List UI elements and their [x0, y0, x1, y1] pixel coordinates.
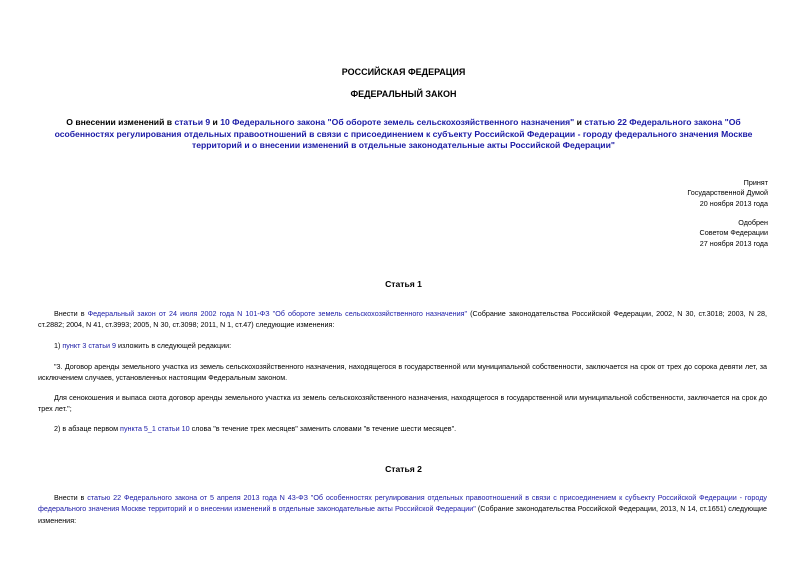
- adopted-line-3: 20 ноября 2013 года: [699, 198, 768, 208]
- article-1-law-link[interactable]: Федеральный закон от 24 июля 2002 года N 101-ФЗ "Об обороте земель сельскохозяйственного назначения": [87, 309, 468, 318]
- item-2-link[interactable]: пункта 5_1 статьи 10: [120, 424, 190, 433]
- title-mid-2: и: [574, 117, 585, 127]
- article-1-quote-paragraph-2: Для сенокошения и выпаса скота договор аренды земельного участка из земель сельскохозяйственного назначения, находящегося в государственной или муниципальной собственности, заключается на срок до трех лет.";: [38, 393, 767, 414]
- article-1-intro-prefix: Внести в: [54, 309, 88, 318]
- title-link-article-10[interactable]: 10 Федерального закона "Об обороте земель сельскохозяйственного назначения": [220, 117, 575, 127]
- item-2-suffix: слова "в течение трех месяцев" заменить словами "в течение шести месяцев".: [189, 424, 457, 433]
- article-2-heading: Статья 2: [385, 464, 422, 474]
- item-1-prefix: 1): [54, 341, 63, 350]
- article-1-item-1: [38, 340, 767, 351]
- title-link-article-22[interactable]: статью 22 Федерального закона "Об особенностях регулирования отдельных правоотношений в связи с присоединением к субъекту Российской Федерации - городу федерального значения Москве территорий и о внесении изменений в отдельные законодательные акты Российской Федерации": [54, 117, 753, 150]
- article-2-law-link[interactable]: статью 22 Федерального закона от 5 апреля 2013 года N 43-ФЗ "Об особенностях регулирования отдельных правоотношений в связи с присоединением к субъекту Российской Федерации - городу федерального значения Москве территорий и о внесении изменений в отдельные законодательные акты Российской Федерации": [38, 493, 767, 514]
- article-1-intro: [38, 308, 767, 331]
- title-link-article-9[interactable]: статьи 9: [174, 117, 211, 127]
- item-2-prefix: 2) в абзаце первом: [54, 424, 121, 433]
- approved-stamp: [700, 218, 768, 249]
- article-1-heading: Статья 1: [385, 279, 422, 289]
- article-2-intro-prefix: Внести в: [54, 493, 88, 502]
- title-prefix: О внесении изменений в: [66, 117, 175, 127]
- approved-line-1: Одобрен: [738, 218, 768, 227]
- item-1-suffix: изложить в следующей редакции:: [116, 341, 232, 350]
- title-mid-1: и: [210, 117, 221, 127]
- approved-line-3: 27 ноября 2013 года: [699, 238, 768, 248]
- article-1-item-2: [38, 423, 767, 434]
- article-2-intro-suffix: (Собрание законодательства Российской Федерации, 2013, N 14, ст.1651) следующие изменения:: [38, 504, 767, 525]
- adopted-line-2: Государственной Думой: [687, 188, 768, 198]
- adopted-stamp: [687, 178, 768, 209]
- country-heading: РОССИЙСКАЯ ФЕДЕРАЦИЯ: [341, 67, 466, 77]
- article-1-quote-paragraph-1: "3. Договор аренды земельного участка из земель сельскохозяйственного назначения, находящегося в государственной или муниципальной собственности, заключается на срок от трех до сорока девяти лет, за исключением случаев, установленных настоящим Федеральным законом.: [38, 362, 767, 383]
- approved-line-2: Советом Федерации: [699, 228, 768, 238]
- article-1-intro-suffix: (Собрание законодательства Российской Федерации, 2002, N 30, ст.3018; 2003, N 28, ст.2882; 2004, N 41, ст.3993; 2005, N 30, ст.3098; 2011, N 1, ст.47) следующие изменения:: [38, 309, 767, 330]
- item-1-link[interactable]: пункт 3 статьи 9: [62, 341, 117, 350]
- adopted-line-1: Принят: [743, 178, 768, 187]
- law-title: [40, 117, 767, 152]
- article-2-intro: [38, 492, 767, 526]
- document-type-heading: ФЕДЕРАЛЬНЫЙ ЗАКОН: [350, 89, 457, 99]
